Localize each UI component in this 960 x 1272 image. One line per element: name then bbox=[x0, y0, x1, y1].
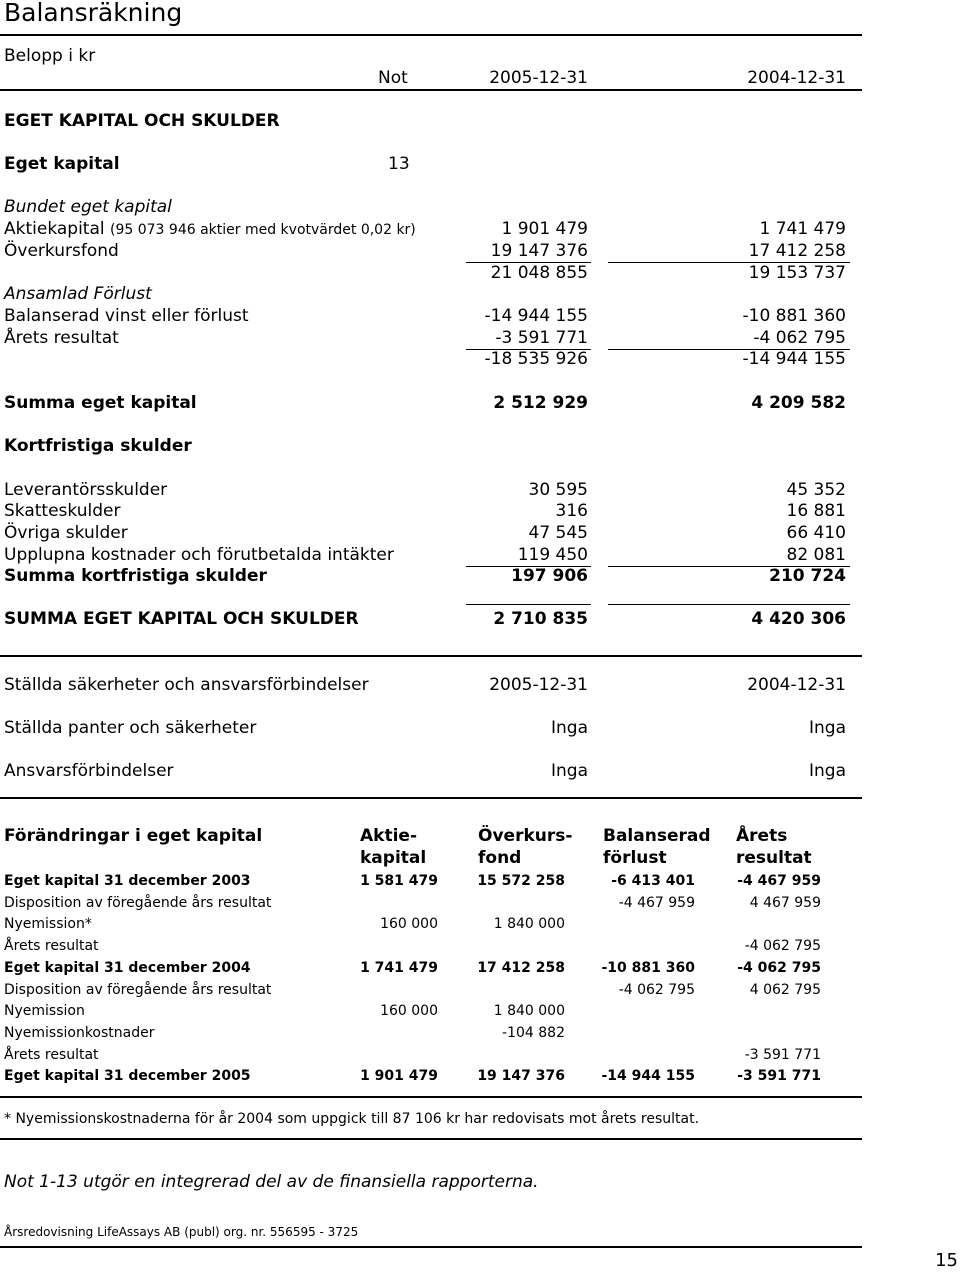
restricted-total-2005: 21 048 855 bbox=[490, 263, 588, 283]
changes-row-value: 1 901 479 bbox=[360, 1068, 438, 1084]
share-capital-2005: 1 901 479 bbox=[501, 219, 588, 239]
changes-row-label: Årets resultat bbox=[4, 1047, 99, 1063]
page-number: 15 bbox=[935, 1250, 958, 1271]
liability-label: Upplupna kostnader och förutbetalda intäkter bbox=[4, 545, 394, 565]
changes-row-value: -104 882 bbox=[502, 1025, 565, 1041]
pledged-col-2004: 2004-12-31 bbox=[747, 675, 846, 695]
changes-row-value: 4 062 795 bbox=[749, 982, 821, 998]
changes-col-header: Aktie- bbox=[360, 826, 418, 846]
accumulated-loss-heading: Ansamlad Förlust bbox=[4, 284, 152, 304]
retained-label: Balanserad vinst eller förlust bbox=[4, 306, 249, 326]
section-rule bbox=[0, 797, 862, 799]
changes-row-label: Årets resultat bbox=[4, 938, 99, 954]
changes-row-label: Eget kapital 31 december 2004 bbox=[4, 960, 251, 976]
pledged-row-label: Ställda panter och säkerheter bbox=[4, 718, 257, 738]
changes-heading: Förändringar i eget kapital bbox=[4, 826, 263, 846]
changes-row-value: -3 591 771 bbox=[737, 1068, 821, 1084]
section-title: EGET KAPITAL OCH SKULDER bbox=[4, 111, 280, 131]
footer-rule bbox=[0, 1246, 862, 1248]
changes-row-value: 4 467 959 bbox=[749, 895, 821, 911]
liability-2005: 316 bbox=[555, 501, 588, 521]
footer-text: Årsredovisning LifeAssays AB (publ) org. nr. 556595 - 3725 bbox=[4, 1225, 359, 1239]
changes-row-label: Disposition av föregående års resultat bbox=[4, 982, 272, 998]
pledged-col-2005: 2005-12-31 bbox=[489, 675, 588, 695]
pledged-row-2004: Inga bbox=[809, 718, 846, 738]
share-premium-label: Överkursfond bbox=[4, 241, 119, 261]
changes-rule bbox=[0, 1096, 862, 1098]
restricted-total-2004: 19 153 737 bbox=[748, 263, 846, 283]
changes-row-label: Eget kapital 31 december 2005 bbox=[4, 1068, 251, 1084]
share-premium-2005: 19 147 376 bbox=[490, 241, 588, 261]
liability-2005: 47 545 bbox=[528, 523, 588, 543]
grand-rule-2004 bbox=[608, 604, 850, 605]
changes-col-header: fond bbox=[478, 848, 522, 868]
liability-label: Skatteskulder bbox=[4, 501, 121, 521]
pledged-row-label: Ansvarsförbindelser bbox=[4, 761, 174, 781]
grand-total-label: SUMMA EGET KAPITAL OCH SKULDER bbox=[4, 609, 359, 629]
footnote: * Nyemissionskostnaderna för år 2004 som uppgick till 87 106 kr har redovisats mot årets resultat. bbox=[4, 1111, 700, 1127]
section-rule bbox=[0, 655, 862, 657]
changes-row-value: 1 840 000 bbox=[493, 916, 565, 932]
equity-total-2004: 4 209 582 bbox=[751, 393, 846, 413]
result-label: Årets resultat bbox=[4, 328, 119, 348]
share-capital-label bbox=[4, 218, 416, 241]
changes-row-value: 1 741 479 bbox=[360, 960, 438, 976]
liability-2004: 82 081 bbox=[786, 545, 846, 565]
changes-row-label: Nyemission bbox=[4, 1003, 85, 1019]
liability-2005: 30 595 bbox=[528, 480, 588, 500]
current-total-2004: 210 724 bbox=[769, 566, 846, 586]
accumulated-total-2005: -18 535 926 bbox=[484, 349, 588, 369]
grand-rule-2005 bbox=[466, 604, 591, 605]
col-2005-header: 2005-12-31 bbox=[489, 68, 588, 88]
changes-row-value: -4 062 795 bbox=[618, 982, 695, 998]
share-capital-2004: 1 741 479 bbox=[759, 219, 846, 239]
retained-2005: -14 944 155 bbox=[484, 306, 588, 326]
changes-col-header: kapital bbox=[360, 848, 427, 868]
changes-row-value: 160 000 bbox=[380, 916, 438, 932]
current-total-2005: 197 906 bbox=[511, 566, 588, 586]
changes-row-value: 1 840 000 bbox=[493, 1003, 565, 1019]
changes-col-header: Årets bbox=[736, 826, 788, 846]
changes-row-value: 160 000 bbox=[380, 1003, 438, 1019]
changes-col-header: förlust bbox=[603, 848, 667, 868]
changes-row-value: -3 591 771 bbox=[744, 1047, 821, 1063]
retained-2004: -10 881 360 bbox=[742, 306, 846, 326]
changes-row-value: -4 467 959 bbox=[618, 895, 695, 911]
equity-total-label: Summa eget kapital bbox=[4, 393, 197, 413]
share-premium-2004: 17 412 258 bbox=[748, 241, 846, 261]
pledged-row-2004: Inga bbox=[809, 761, 846, 781]
pledged-row-2005: Inga bbox=[551, 718, 588, 738]
share-capital-text: Aktiekapital bbox=[4, 219, 105, 239]
changes-row-value: -10 881 360 bbox=[601, 960, 695, 976]
changes-row-value: 19 147 376 bbox=[477, 1068, 565, 1084]
changes-col-header: resultat bbox=[736, 848, 812, 868]
result-2005: -3 591 771 bbox=[495, 328, 588, 348]
col-2004-header: 2004-12-31 bbox=[747, 68, 846, 88]
notes-statement: Not 1-13 utgör en integrerad del av de finansiella rapporterna. bbox=[4, 1172, 539, 1192]
liability-2004: 66 410 bbox=[786, 523, 846, 543]
unit-label: Belopp i kr bbox=[4, 46, 96, 66]
pledged-heading: Ställda säkerheter och ansvarsförbindelser bbox=[4, 675, 369, 695]
result-2004: -4 062 795 bbox=[753, 328, 846, 348]
changes-row-value: -4 062 795 bbox=[737, 960, 821, 976]
restricted-equity-heading: Bundet eget kapital bbox=[4, 197, 172, 217]
changes-col-header: Överkurs- bbox=[478, 826, 573, 846]
changes-row-value: 15 572 258 bbox=[477, 873, 565, 889]
page-title: Balansräkning bbox=[4, 0, 183, 27]
liability-2004: 16 881 bbox=[786, 501, 846, 521]
current-total-label: Summa kortfristiga skulder bbox=[4, 566, 267, 586]
equity-note: 13 bbox=[388, 154, 410, 174]
header-rule bbox=[0, 89, 862, 91]
liability-label: Övriga skulder bbox=[4, 523, 128, 543]
title-rule bbox=[0, 34, 862, 36]
liability-2004: 45 352 bbox=[786, 480, 846, 500]
changes-row-label: Disposition av föregående års resultat bbox=[4, 895, 272, 911]
accumulated-total-2004: -14 944 155 bbox=[742, 349, 846, 369]
pledged-row-2005: Inga bbox=[551, 761, 588, 781]
liability-2005: 119 450 bbox=[517, 545, 588, 565]
changes-row-value: -6 413 401 bbox=[611, 873, 695, 889]
changes-row-value: -4 062 795 bbox=[744, 938, 821, 954]
changes-row-value: 17 412 258 bbox=[477, 960, 565, 976]
changes-col-header: Balanserad bbox=[603, 826, 711, 846]
grand-total-2005: 2 710 835 bbox=[493, 609, 588, 629]
liability-label: Leverantörsskulder bbox=[4, 480, 168, 500]
col-note-header: Not bbox=[378, 68, 408, 88]
footnote-rule bbox=[0, 1138, 862, 1140]
changes-row-value: -14 944 155 bbox=[601, 1068, 695, 1084]
changes-row-value: -4 467 959 bbox=[737, 873, 821, 889]
equity-total-2005: 2 512 929 bbox=[493, 393, 588, 413]
changes-row-label: Eget kapital 31 december 2003 bbox=[4, 873, 251, 889]
changes-row-value: 1 581 479 bbox=[360, 873, 438, 889]
changes-row-label: Nyemission* bbox=[4, 916, 92, 932]
share-capital-detail: (95 073 946 aktier med kvotvärdet 0,02 kr) bbox=[110, 222, 416, 238]
changes-row-label: Nyemissionkostnader bbox=[4, 1025, 155, 1041]
equity-heading: Eget kapital bbox=[4, 154, 120, 174]
grand-total-2004: 4 420 306 bbox=[751, 609, 846, 629]
current-liabilities-heading: Kortfristiga skulder bbox=[4, 436, 192, 456]
